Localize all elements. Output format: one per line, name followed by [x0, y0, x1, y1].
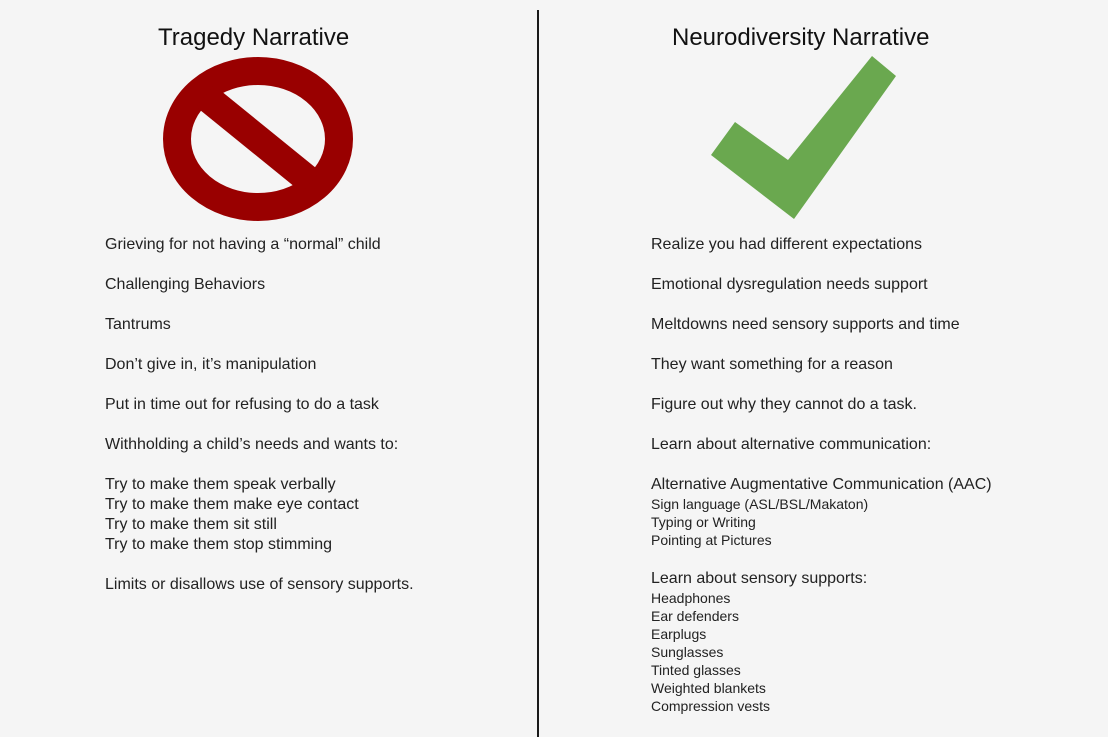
try-list-item: Try to make them make eye contact [105, 496, 359, 513]
tragedy-title: Tragedy Narrative [158, 24, 350, 51]
aac-list-item: Pointing at Pictures [651, 532, 772, 548]
neurodiversity-title: Neurodiversity Narrative [672, 24, 930, 51]
try-list [105, 475, 414, 555]
neurodiversity-column [651, 235, 992, 735]
sensory-heading: Learn about sensory supports: [651, 570, 868, 587]
aac-list-item: Typing or Writing [651, 514, 756, 530]
try-list-item: Try to make them sit still [105, 516, 277, 533]
aac-heading: Alternative Augmentative Communication (AAC) [651, 476, 992, 493]
try-list-item: Try to make them speak verbally [105, 476, 336, 493]
sensory-list-item: Headphones [651, 590, 731, 606]
checkmark-icon [708, 54, 898, 222]
tragedy-item: Tantrums [105, 316, 171, 333]
sensory-list-item: Tinted glasses [651, 662, 741, 678]
sensory-list-item: Ear defenders [651, 608, 739, 624]
sensory-list-item: Sunglasses [651, 644, 724, 660]
neurodiversity-item: Emotional dysregulation needs support [651, 276, 928, 293]
sensory-list [651, 589, 992, 715]
sensory-list-item: Compression vests [651, 698, 771, 714]
prohibition-icon [163, 56, 353, 222]
tragedy-column [105, 235, 414, 615]
sensory-list-item: Weighted blankets [651, 680, 766, 696]
try-list-item: Try to make them stop stimming [105, 536, 333, 553]
center-divider [537, 10, 539, 737]
aac-list-item: Sign language (ASL/BSL/Makaton) [651, 496, 869, 512]
sensory-list-item: Earplugs [651, 626, 707, 642]
neurodiversity-item: They want something for a reason [651, 356, 893, 373]
neurodiversity-item: Learn about alternative communication: [651, 436, 932, 453]
aac-list [651, 495, 992, 549]
tragedy-item: Withholding a child’s needs and wants to: [105, 436, 399, 453]
tragedy-item: Grieving for not having a “normal” child [105, 236, 381, 253]
tragedy-item: Don’t give in, it’s manipulation [105, 356, 317, 373]
neurodiversity-item: Meltdowns need sensory supports and time [651, 316, 960, 333]
neurodiversity-item: Figure out why they cannot do a task. [651, 396, 917, 413]
sensory-section [651, 569, 992, 715]
tragedy-item: Challenging Behaviors [105, 276, 266, 293]
aac-section [651, 475, 992, 549]
neurodiversity-item: Realize you had different expectations [651, 236, 922, 253]
tragedy-last-item: Limits or disallows use of sensory supports. [105, 576, 414, 593]
tragedy-item: Put in time out for refusing to do a task [105, 396, 379, 413]
